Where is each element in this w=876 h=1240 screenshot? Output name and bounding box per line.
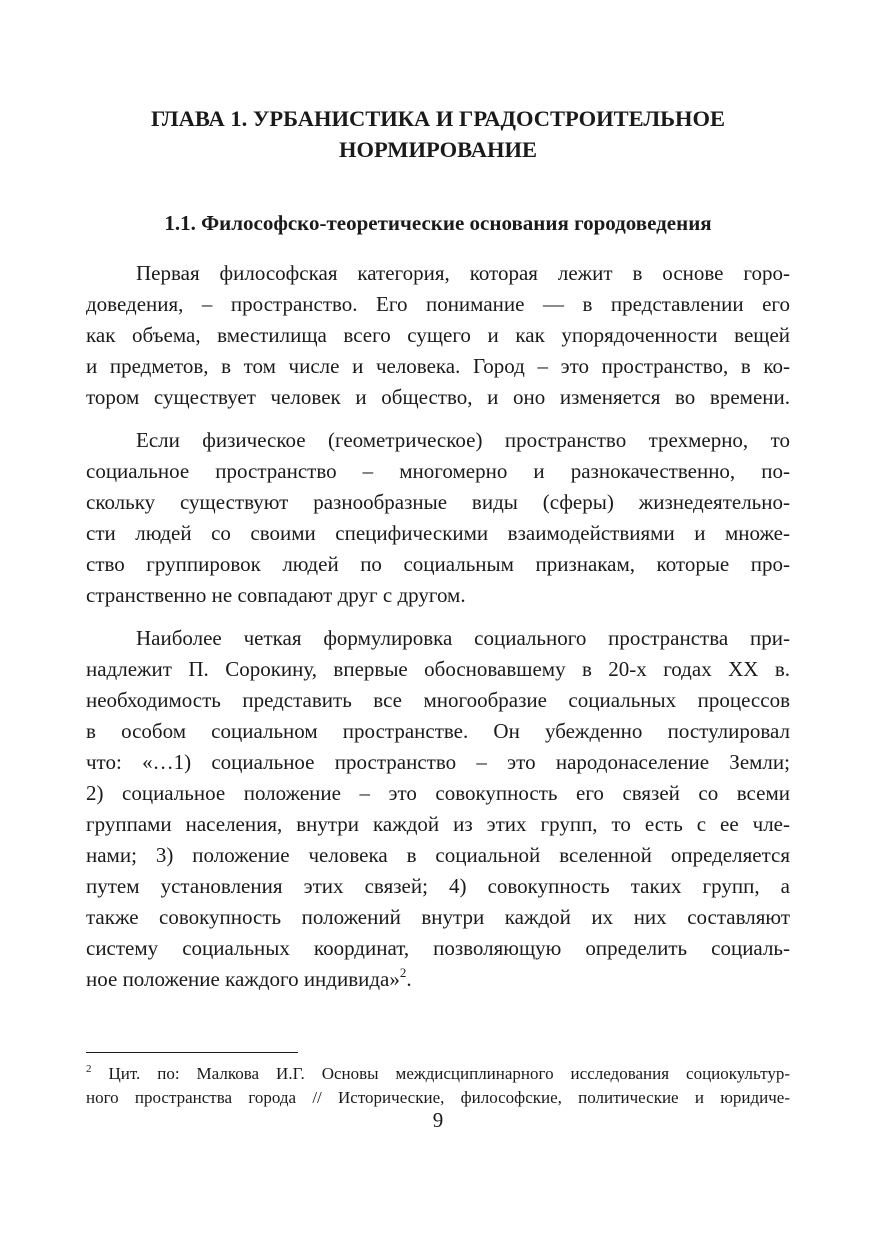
paragraph-line: скольку существуют разнообразные виды (сферы) жизнедеятельно- [86,490,790,514]
paragraph-line-text: ное положение каждого индивида» [86,967,400,991]
paragraph-line: необходимость представить все многообразие социальных процессов [86,688,790,712]
paragraph-line: Первая философская категория, которая лежит в основе горо- [136,261,790,285]
paragraph-line: группами населения, внутри каждой из этих групп, то есть с ее чле- [86,812,790,836]
paragraph-1 [86,258,790,413]
footnote-reference[interactable]: 2 [399,965,407,980]
footnote-marker: 2 [86,1063,92,1075]
paragraph-line: странственно не совпадают друг с другом. [86,583,466,607]
footnote-text: Цит. по: Малкова И.Г. Основы междисциплинарного исследования социокультур- [91,1064,790,1083]
paragraph-line: надлежит П. Сорокину, впервые обосновавшему в 20-х годах XX в. [86,657,790,681]
footnote-line-2: ного пространства города // Исторические, философские, политические и юридиче- [86,1088,790,1107]
chapter-title-line-2: НОРМИРОВАНИЕ [338,137,538,162]
chapter-title-line-1: ГЛАВА 1. УРБАНИСТИКА И ГРАДОСТРОИТЕЛЬНОЕ [151,106,725,131]
paragraph-line: в особом социальном пространстве. Он убежденно постулировал [86,719,790,743]
paragraph-3 [86,623,790,995]
end-punctuation: . [406,967,412,991]
paragraph-line: Наиболее четкая формулировка социального пространства при- [136,626,790,650]
paragraph-line: 2) социальное положение – это совокупность его связей со всеми [86,781,790,805]
paragraph-2 [86,425,790,611]
paragraph-line: доведения, – пространство. Его понимание — в представлении его [86,292,790,316]
paragraph-line: тором существует человек и общество, и оно изменяется во времени. [86,385,790,409]
footnote [86,1062,790,1110]
paragraph-line: как объема, вместилища всего сущего и как упорядоченности вещей [86,323,790,347]
paragraph-line: Если физическое (геометрическое) пространство трехмерно, то [136,428,790,452]
footnote-line-1 [86,1062,790,1086]
paragraph-last-line [86,964,790,995]
chapter-title [86,103,790,165]
page-number: 9 [432,1108,444,1132]
footnote-divider [86,1052,298,1053]
paragraph-line: путем установления этих связей; 4) совокупность таких групп, а [86,874,790,898]
paragraph-line: и предметов, в том числе и человека. Город – это пространство, в ко- [86,354,790,378]
paragraph-line: нами; 3) положение человека в социальной вселенной определяется [86,843,790,867]
paragraph-line: ство группировок людей по социальным признакам, которые про- [86,552,790,576]
paragraph-line: социальное пространство – многомерно и разнокачественно, по- [86,459,790,483]
section-title: 1.1. Философско-теоретические основания городоведения [164,211,712,235]
paragraph-line: что: «…1) социальное пространство – это народонаселение Земли; [86,750,790,774]
paragraph-line: также совокупность положений внутри каждой их них составляют [86,905,790,929]
paragraph-line: систему социальных координат, позволяющую определить социаль- [86,936,790,960]
paragraph-line: сти людей со своими специфическими взаимодействиями и множе- [86,521,790,545]
